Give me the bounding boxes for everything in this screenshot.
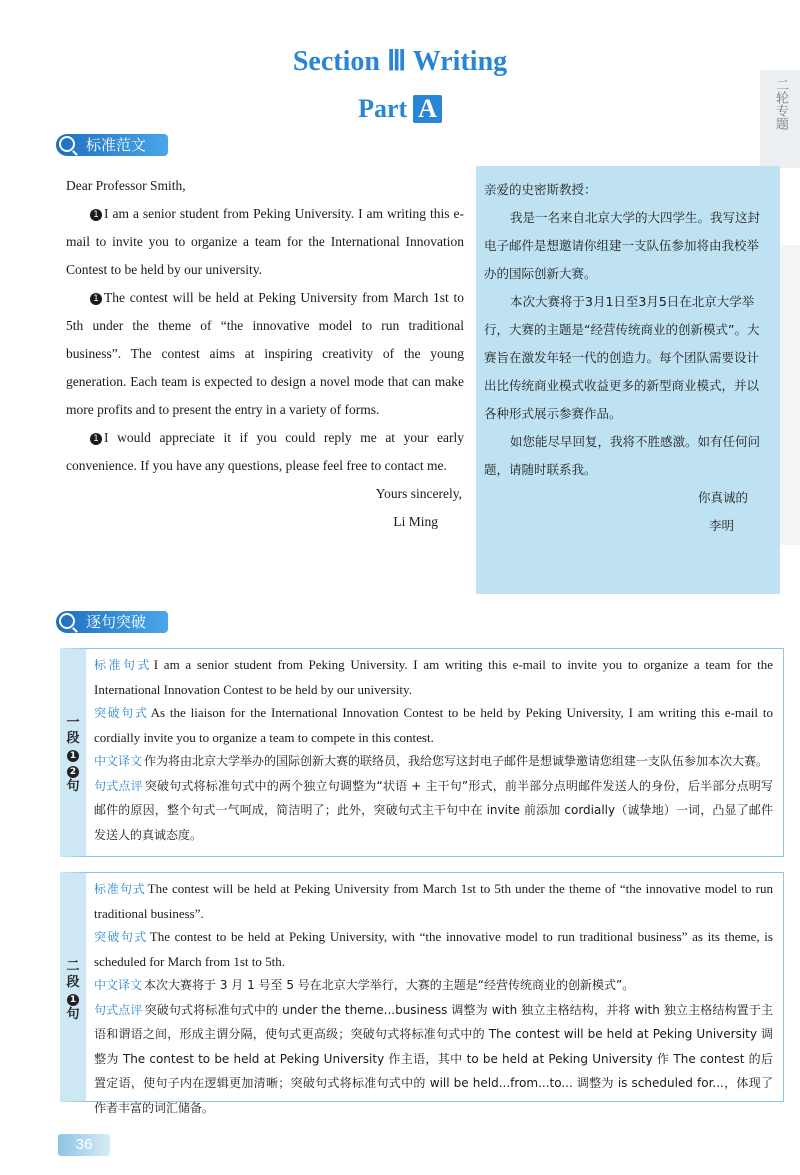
sentence-marker-icon: 1 [90, 209, 102, 221]
magnifier-icon [59, 613, 75, 629]
standard-text: I am a senior student from Peking University. I am writing this e-mail to invite you to organize a team for the International Innovation Contest to be held by our university. [94, 657, 773, 697]
standard-sentence [94, 653, 773, 701]
sample-letter-chinese [476, 166, 780, 594]
breakthrough-text: The contest to be held at Peking University, with “the innovative model to run traditional business” as its theme, is scheduled for March from 1st to 5th. [94, 929, 773, 969]
part-title [0, 94, 800, 124]
chinese-translation [94, 749, 773, 774]
breakthrough-text: As the liaison for the International Innovation Contest to be held by Peking University, I am writing this e-mail to cordially invite you to organize a team to compete in this contest. [94, 705, 773, 745]
breakthrough-label: 突破句式 [94, 706, 149, 720]
breakthrough-sentence [94, 925, 773, 973]
translation-text: 作为将由北京大学举办的国际创新大赛的联络员，我给您写这封电子邮件是想诚挚邀请您组建一支队伍参加本次大赛。 [144, 754, 769, 768]
comment-text: 突破句式将标准句式中的两个独立句调整为“状语 + 主干句”形式，前半部分点明邮件发送人的身份，后半部分点明写邮件的原因，整个句式一气呵成，简洁明了；此外，突破句式主干句中在 invite 前添加 cordially（诚挚地）一词，凸显了邮件发送人的真诚态度。 [94, 778, 773, 842]
breakthrough-label: 突破句式 [94, 930, 148, 944]
sentence-comment [94, 774, 773, 848]
comment-text: 突破句式将标准句式中的 under the theme...business 调整为 with 独立主格结构，并将 with 独立主格结构置于主语和谓语之间，形成主谓分隔，使句式更高级；突破句式将标准句式中的 The contest will be held at Peking University 调整为 The contest to be held at Peking University 作主语，其中 to be held at Peking University 作 The contest 的后置定语，使句子内在逻辑更加清晰；突破句式将标准句式中的 will be held...from...to... 调整为 is scheduled for...，体现了作者丰富的词汇储备。 [94, 1002, 773, 1115]
box-side-label [64, 715, 82, 795]
side-number-icon: 2 [67, 766, 79, 778]
letter-paragraph-1 [66, 200, 464, 284]
letter-paragraph-3-text: I would appreciate it if you could reply me at your early convenience. If you have any questions, please feel free to contact me. [66, 430, 464, 473]
standard-sentence [94, 877, 773, 925]
standard-label: 标准句式 [94, 658, 152, 672]
side-number-icon: 1 [67, 750, 79, 762]
side-char: 段 [66, 731, 80, 746]
sentence-marker-icon: 1 [90, 433, 102, 445]
side-char: 段 [66, 975, 80, 990]
page-title: Section Ⅲ Writing [292, 46, 508, 77]
box-side-label [64, 959, 82, 1023]
letter-paragraph-2 [66, 284, 464, 424]
side-char: 二 [66, 959, 80, 974]
page-number: 36 [58, 1134, 110, 1156]
comment-label: 句式点评 [94, 778, 143, 793]
sentence-breakdown-box-2 [60, 872, 784, 1115]
translation-label: 中文译文 [94, 978, 143, 992]
side-tab-text: 二轮专题 [773, 78, 788, 130]
sample-letter-english [66, 172, 464, 536]
side-char: 一 [66, 715, 80, 730]
cn-signature: 李明 [708, 518, 734, 533]
cn-paragraph-1: 我是一名来自北京大学的大四学生。我写这封电子邮件是想邀请你组建一支队伍参加将由我校举办的国际创新大赛。 [484, 210, 761, 281]
comment-label: 句式点评 [94, 1002, 143, 1017]
section-tag-breakdown [56, 611, 168, 633]
letter-closing: Yours sincerely, [375, 486, 462, 501]
side-char: 句 [66, 779, 80, 794]
part-label: Part [358, 94, 408, 123]
breakthrough-sentence [94, 701, 773, 749]
magnifier-icon [59, 136, 75, 152]
letter-greeting: Dear Professor Smith, [66, 178, 186, 193]
section-tag-label: 逐句突破 [86, 613, 147, 631]
cn-closing: 你真诚的 [697, 490, 748, 505]
cn-paragraph-3: 如您能尽早回复，我将不胜感激。如有任何问题，请随时联系我。 [484, 434, 761, 477]
cn-paragraph-2: 本次大赛将于3月1日至3月5日在北京大学举行，大赛的主题是“经营传统商业的创新模式”。大赛旨在激发年轻一代的创造力。每个团队需要设计出比传统商业模式收益更多的新型商业模式，并以各种形式展示参赛作品。 [484, 294, 760, 421]
translation-text: 本次大赛将于 3 月 1 号至 5 号在北京大学举行，大赛的主题是“经营传统商业的创新模式”。 [144, 978, 635, 992]
translation-label: 中文译文 [94, 754, 143, 768]
sentence-marker-icon: 1 [90, 293, 102, 305]
standard-label: 标准句式 [94, 882, 146, 896]
letter-paragraph-3 [66, 424, 464, 480]
sentence-comment [94, 998, 773, 1121]
chinese-translation [94, 973, 773, 998]
cn-greeting: 亲爱的史密斯教授： [484, 182, 597, 197]
side-char: 句 [66, 1007, 80, 1022]
section-tag-label: 标准范文 [86, 136, 147, 154]
part-letter: A [413, 95, 442, 123]
standard-text: The contest will be held at Peking University from March 1st to 5th under the theme of “the innovative model to run traditional business”. [94, 881, 773, 921]
letter-signature: Li Ming [393, 514, 438, 529]
side-tab [760, 70, 800, 168]
side-number-icon: 1 [67, 994, 79, 1006]
sentence-breakdown-box-1 [60, 648, 784, 857]
section-tag-sample [56, 134, 168, 156]
letter-paragraph-1-text: I am a senior student from Peking University. I am writing this e-mail to invite you to organize a team for the International Innovation Contest to be held by our university. [66, 206, 464, 277]
letter-paragraph-2-text: The contest will be held at Peking University from March 1st to 5th under the theme of “the innovative model to run traditional business”. The contest aims at inspiring creativity of the young generation. Each team is expected to design a novel mode that can make more profits and to present the entry in a variety of forms. [66, 290, 464, 417]
